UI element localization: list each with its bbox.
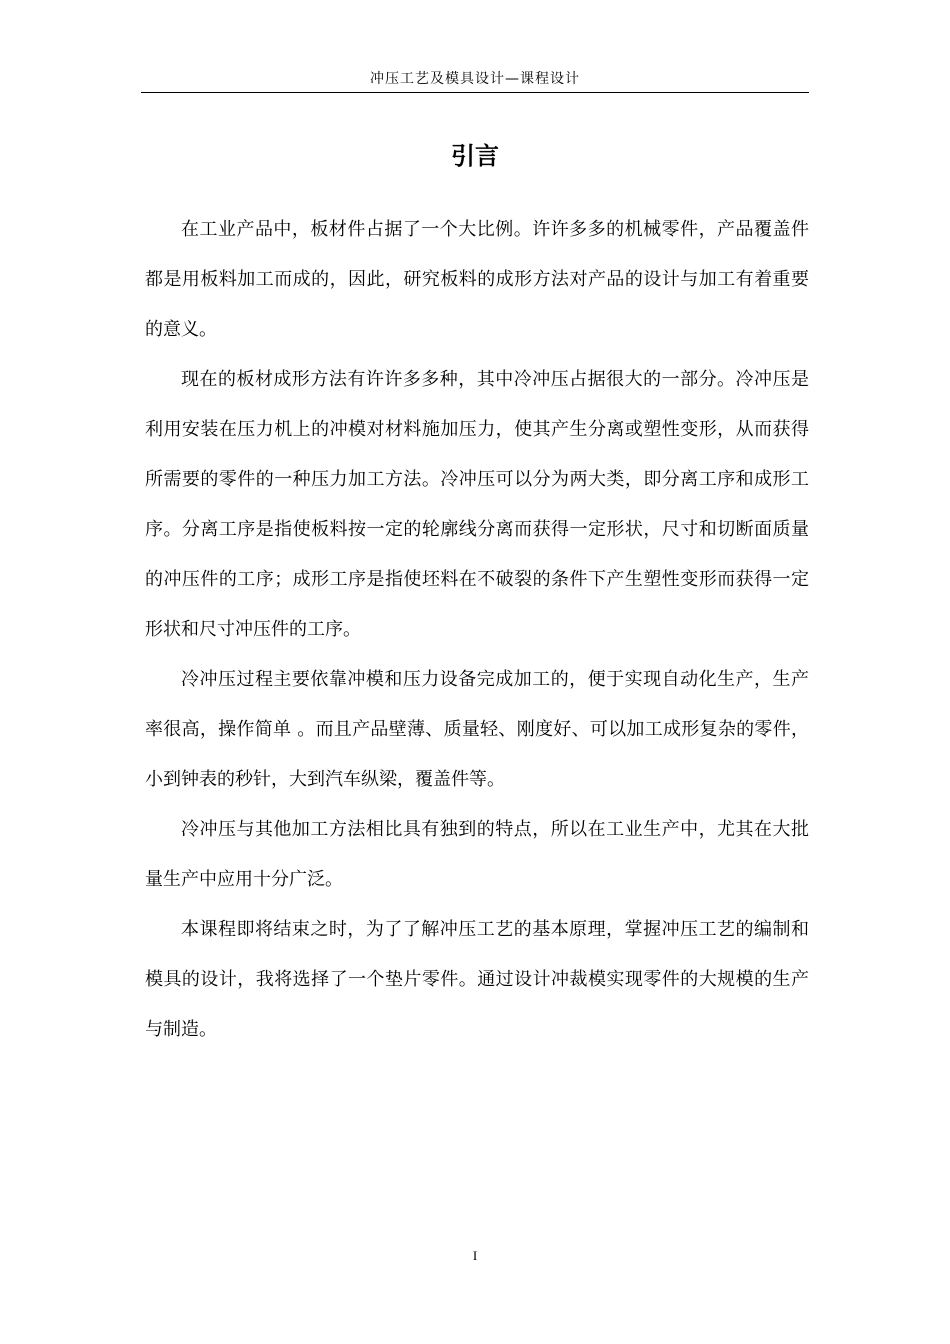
page-title: 引言 <box>451 142 499 170</box>
paragraph-4: 冷冲压与其他加工方法相比具有独到的特点，所以在工业生产中，尤其在大批量生产中应用十分广泛。 <box>145 819 809 890</box>
paragraph-3: 冷冲压过程主要依靠冲模和压力设备完成加工的，便于实现自动化生产，生产率很高，操作简单 。而且产品壁薄、质量轻、刚度好、可以加工成形复杂的零件，小到钟表的秒针，大到汽车纵梁，覆盖件等。 <box>145 669 809 790</box>
body-text <box>145 205 809 1055</box>
paragraph-2: 现在的板材成形方法有许许多多种，其中冷冲压占据很大的一部分。冷冲压是利用安装在压力机上的冲模对材料施加压力，使其产生分离或塑性变形，从而获得所需要的零件的一种压力加工方法。冷冲压可以分为两大类，即分离工序和成形工序。分离工序是指使板料按一定的轮廓线分离而获得一定形状，尺寸和切断面质量的冲压件的工序；成形工序是指使坯料在不破裂的条件下产生塑性变形而获得一定形状和尺寸冲压件的工序。 <box>145 369 809 640</box>
paragraph-5: 本课程即将结束之时，为了了解冲压工艺的基本原理，掌握冲压工艺的编制和模具的设计，我将选择了一个垫片零件。通过设计冲裁模实现零件的大规模的生产与制造。 <box>145 919 809 1040</box>
page-number: I <box>472 1248 478 1263</box>
running-header-title: 冲压工艺及模具设计—课程设计 <box>370 71 580 87</box>
running-header <box>141 66 809 93</box>
paragraph-1: 在工业产品中，板材件占据了一个大比例。许许多多的机械零件，产品覆盖件都是用板料加工而成的，因此，研究板料的成形方法对产品的设计与加工有着重要的意义。 <box>145 219 809 340</box>
